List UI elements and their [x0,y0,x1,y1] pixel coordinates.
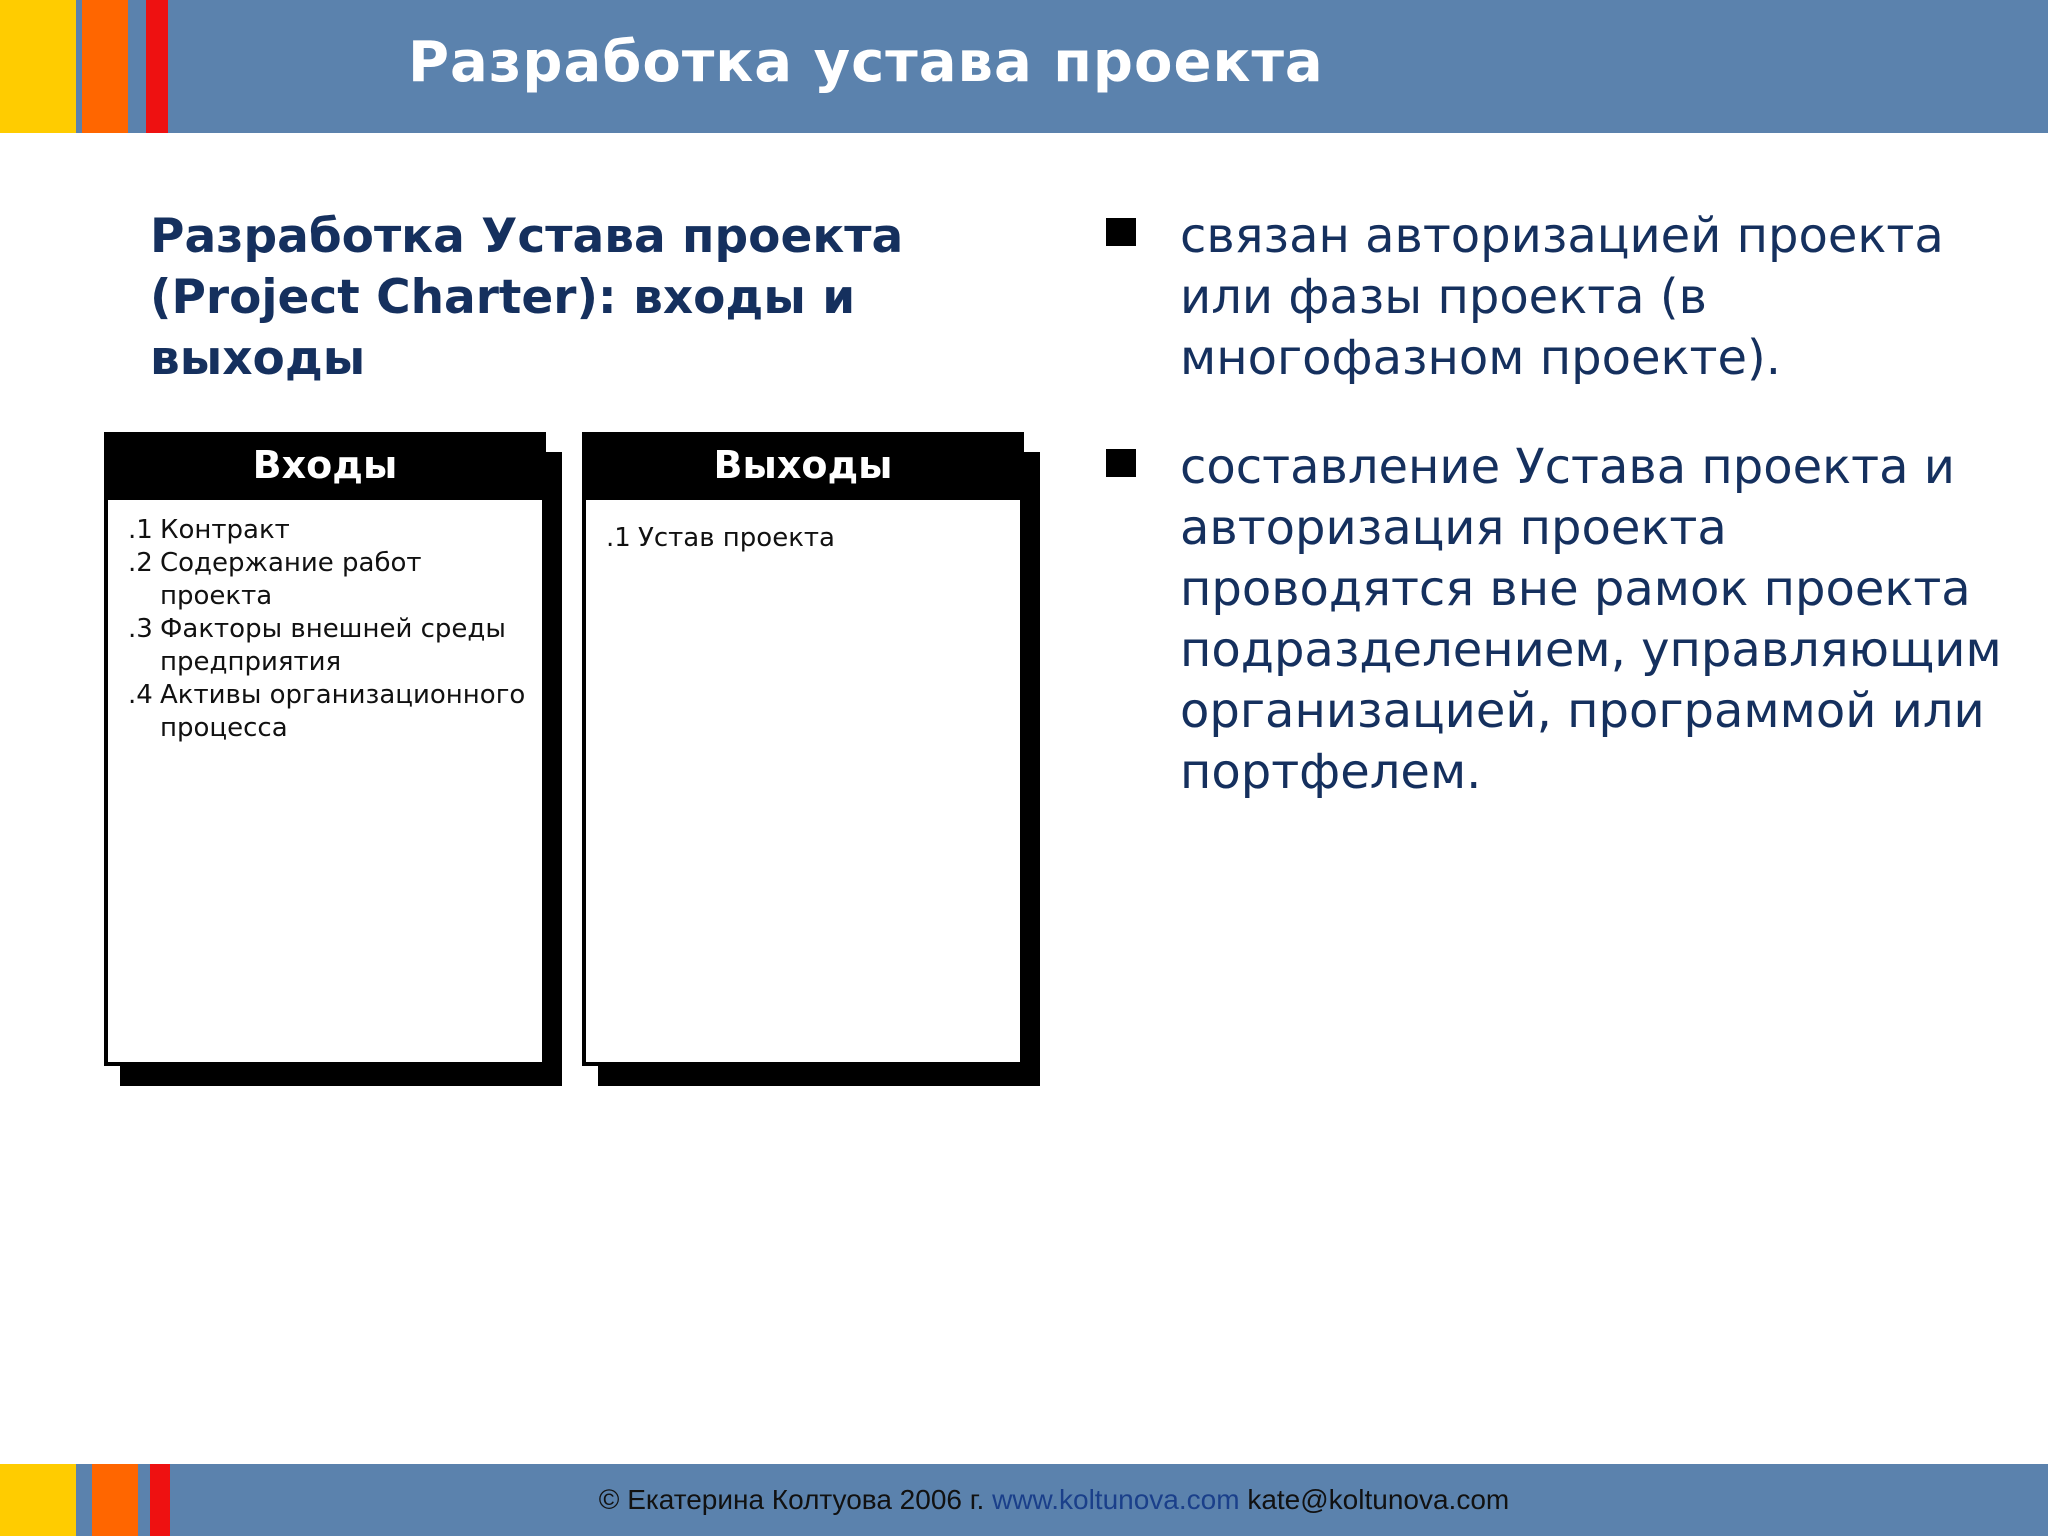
footer-website-link[interactable]: www.koltunova.com [992,1484,1240,1515]
header-stripe-orange [82,0,128,133]
inputs-item [108,679,542,745]
bullet-text: связан авторизацией проекта или фазы проекта (в многофазном проекте). [1180,208,1944,386]
inputs-item-number: .1 [128,515,153,545]
slide-title: Разработка устава проекта [408,30,1324,95]
header-stripe-yellow [0,0,76,133]
inputs-item [108,613,542,679]
inputs-item-text: Активы организационного процесса [160,680,526,743]
inputs-item-number: .2 [128,548,153,578]
footer-copyright: © Екатерина Колтуова 2006 г. [598,1484,985,1515]
inputs-item-text: Содержание работ проекта [160,548,422,611]
footer-text [0,1484,2048,1516]
outputs-item-number: .1 [606,523,631,553]
bullet-item [1104,437,2004,803]
inputs-item [108,514,542,547]
outputs-item-text: Устав проекта [638,523,835,553]
bullet-text: составление Устава проекта и авторизация проекта проводятся вне рамок проекта подразделением, управляющим организацией, программой или портфелем. [1180,439,2002,800]
outputs-heading: Выходы [713,443,893,487]
inputs-heading: Входы [252,443,398,487]
inputs-body [106,498,544,1064]
inputs-item-number: .3 [128,614,153,644]
square-bullet-icon [1106,449,1136,477]
slide-subtitle: Разработка Устава проекта (Project Charter): входы и выходы [150,209,904,386]
inputs-item-text: Факторы внешней среды предприятия [160,614,506,677]
bullet-list [1104,206,2004,851]
square-bullet-icon [1106,218,1136,246]
inputs-list [108,500,542,745]
outputs-panel-frame [582,432,1024,1066]
header-stripe-red [146,0,168,133]
inputs-panel-frame [104,432,546,1066]
inputs-item-text: Контракт [160,515,290,545]
outputs-panel [582,432,1040,1086]
outputs-item [586,522,1020,555]
outputs-body [584,498,1022,1064]
bullet-item [1104,206,2004,389]
footer-email[interactable]: kate@koltunova.com [1247,1484,1510,1515]
inputs-item-number: .4 [128,680,153,710]
inputs-item [108,547,542,613]
inputs-panel [104,432,562,1086]
outputs-list [586,500,1020,555]
